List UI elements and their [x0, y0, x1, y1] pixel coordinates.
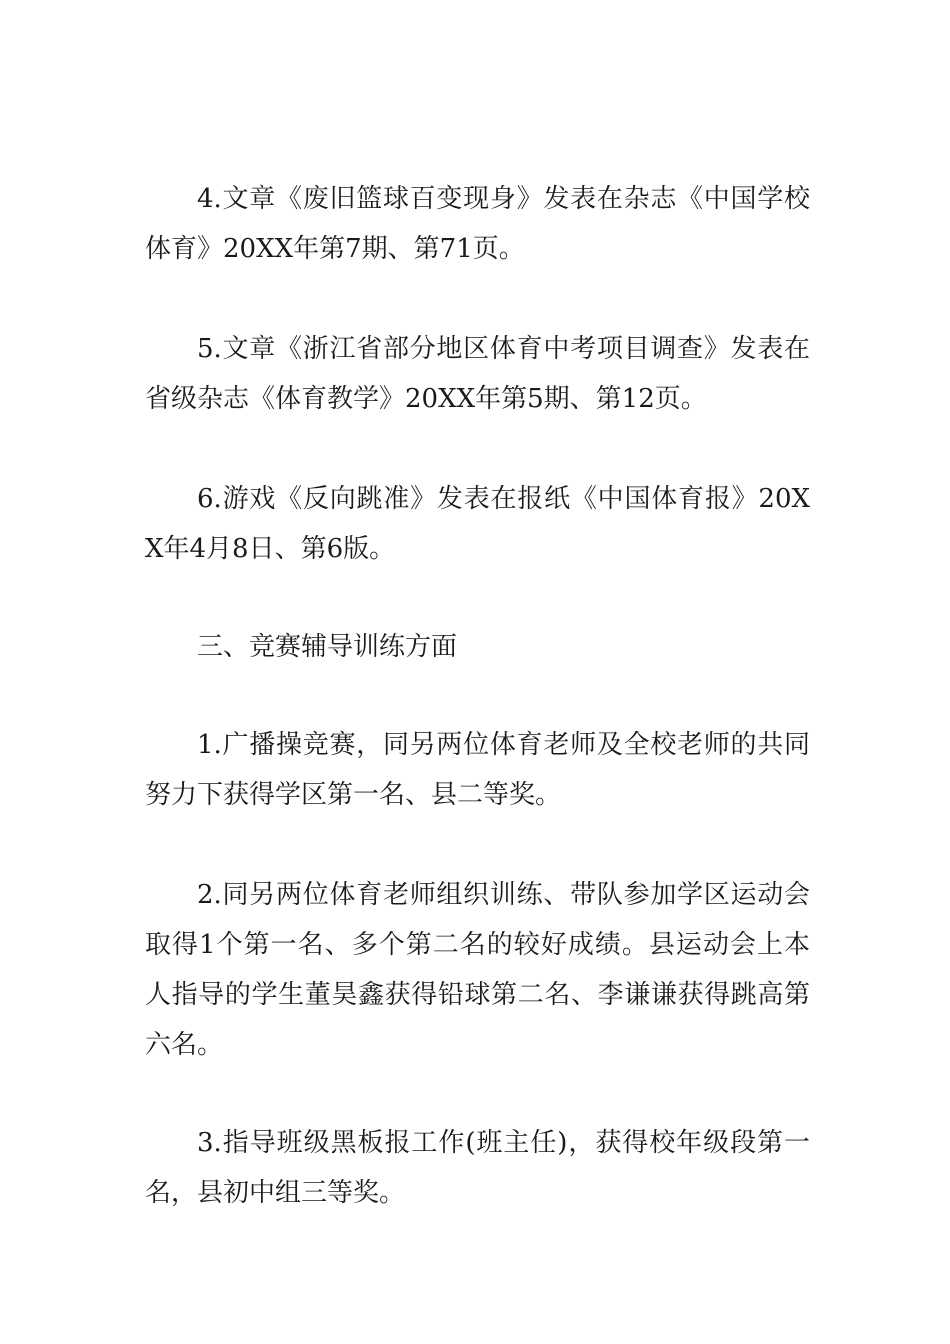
paragraph-competition-3: 3.指导班级黑板报工作(班主任)，获得校年级段第一名，县初中组三等奖。: [145, 1128, 810, 1208]
paragraph-game-6: 6.游戏《反向跳准》发表在报纸《中国体育报》20XX年4月8日、第6版。: [145, 484, 810, 564]
paragraph-article-4: 4.文章《废旧篮球百变现身》发表在杂志《中国学校体育》20XX年第7期、第71页。: [145, 184, 810, 264]
paragraph-article-5: 5.文章《浙江省部分地区体育中考项目调查》发表在省级杂志《体育教学》20XX年第5期、第12页。: [145, 334, 810, 414]
section-heading-competition: 三、竞赛辅导训练方面: [197, 632, 458, 662]
paragraph-competition-2: 2.同另两位体育老师组织训练、带队参加学区运动会取得1个第一名、多个第二名的较好成绩。县运动会上本人指导的学生董昊鑫获得铅球第二名、李谦谦获得跳高第六名。: [145, 880, 810, 1060]
paragraph-competition-1: 1.广播操竞赛，同另两位体育老师及全校老师的共同努力下获得学区第一名、县二等奖。: [145, 730, 810, 810]
